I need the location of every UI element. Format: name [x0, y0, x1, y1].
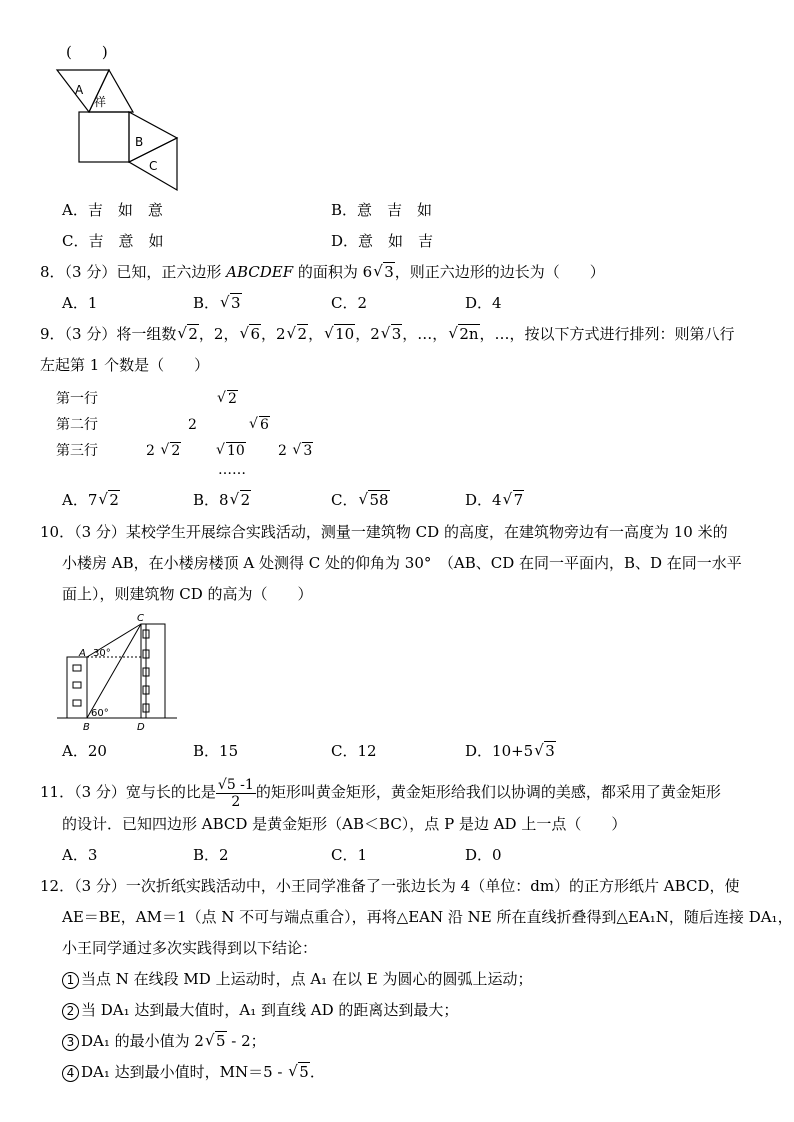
q12-stem-line3: 小王同学通过多次实践得到以下结论： [62, 939, 318, 957]
q9-tri-r3b: √ 10 [215, 441, 246, 461]
q7-label-b: B [135, 135, 144, 149]
q9-stem-line2: 左起第 1 个数是（ ） [40, 356, 210, 374]
q10-label-d: D [137, 722, 145, 733]
q10-option-b[interactable]: B．15 [193, 742, 239, 760]
q10-label-60: 60° [91, 708, 109, 719]
q9-tri-r2b: √ 6 [248, 415, 270, 435]
q9-option-b[interactable]: B．8√ 2 [193, 490, 251, 510]
q12-conclusion-1: 1 当点 N 在线段 MD 上运动时，点 A₁ 在以 E 为圆心的圆弧上运动； [62, 969, 532, 989]
q7-label-c: C [149, 159, 158, 173]
q9-option-a[interactable]: A．7√ 2 [62, 490, 120, 510]
q9-tri-dots: …… [218, 462, 246, 478]
q10-option-d[interactable]: D．10+5√ 3 [465, 741, 556, 761]
q12-stem-line1: 12．（3 分）一次折纸实践活动中，小王同学准备了一张边长为 4（单位：dm）的正方形纸片 ABCD，使 [40, 877, 740, 895]
q10-label-b: B [83, 722, 90, 733]
q11-option-c[interactable]: C．1 [331, 846, 368, 864]
q9-tri-r1: √ 2 [216, 389, 238, 409]
q10-stem-line1: 10．（3 分）某校学生开展综合实践活动，测量一建筑物 CD 的高度，在建筑物旁边有一高度为 10 米的 [40, 523, 728, 541]
q7-option-c[interactable]: C．吉 意 如 [62, 232, 164, 250]
q9-tri-r3a: 2 √ 2 [146, 441, 181, 461]
q7-label-a: A [75, 83, 84, 97]
q10-label-30: 30° [93, 648, 111, 659]
q11-option-b[interactable]: B．2 [193, 846, 229, 864]
q7-option-a[interactable]: A．吉 如 意 [62, 201, 163, 219]
q7-option-b[interactable]: B．意 吉 如 [331, 201, 433, 219]
q11-option-a[interactable]: A．3 [62, 846, 98, 864]
q11-stem-line2: 的设计．已知四边形 ABCD 是黄金矩形（AB＜BC），点 P 是边 AD 上一点（ ） [62, 815, 627, 833]
q12-conclusion-2: 2 当 DA₁ 达到最大值时，A₁ 到直线 AD 的距离达到最大； [62, 1000, 458, 1020]
q9-stem: 9．（3 分）将一组数√ 2，2，√ 6，2√ 2，√ 10，2√ 3，…，√ 2n，…，按以下方式进行排列：则第八行 [40, 324, 735, 344]
q8-option-d[interactable]: D．4 [465, 294, 502, 312]
q7-net-figure [55, 66, 185, 196]
q10-option-c[interactable]: C．12 [331, 742, 377, 760]
q12-stem-line2: AE＝BE，AM＝1（点 N 不可与端点重合），再将△EAN 沿 NE 所在直线折叠得到△EA₁N，随后连接 DA₁， [62, 908, 793, 926]
q10-stem-line3: 面上），则建筑物 CD 的高为（ ） [62, 585, 313, 603]
q8-option-b[interactable]: B．√ 3 [193, 293, 242, 313]
q9-tri-r2a: 2 [188, 417, 197, 433]
q7-label-xiang: 祥 [94, 95, 107, 109]
q11-stem-line1: 11．（3 分）宽与长的比是 $\frac{√5 -1}{2}$ 的矩形叫黄金矩形，黄金矩形给我们以协调的美感，都采用了黄金矩形 [40, 776, 721, 810]
q10-stem-line2: 小楼房 AB，在小楼房楼顶 A 处测得 C 处的仰角为 30° （AB、CD 在同一平面内，B、D 在同一水平 [62, 554, 742, 572]
q10-label-c: C [137, 613, 144, 624]
q9-row-label-2: 第二行 [56, 417, 98, 433]
q10-label-a: A [79, 648, 86, 659]
q8-option-a[interactable]: A．1 [62, 294, 98, 312]
q12-conclusion-4: 4 DA₁ 达到最小值时，MN＝5 - √ 5． [62, 1062, 325, 1082]
q10-option-a[interactable]: A．20 [62, 742, 107, 760]
q9-tri-r3c: 2 √ 3 [278, 441, 313, 461]
q8-option-c[interactable]: C．2 [331, 294, 368, 312]
q10-building-figure [55, 612, 180, 734]
q12-conclusion-3: 3 DA₁ 的最小值为 2√ 5 - 2； [62, 1031, 266, 1051]
q9-row-label-1: 第一行 [56, 391, 98, 407]
q8-stem: 8．（3 分）已知，正六边形 ABCDEF 的面积为 6√ 3，则正六边形的边长为（ ） [40, 262, 605, 282]
q7-paren: ( ) [66, 43, 108, 61]
q11-option-d[interactable]: D．0 [465, 846, 502, 864]
q9-option-c[interactable]: C．√ 58 [331, 490, 390, 510]
q9-row-label-3: 第三行 [56, 443, 98, 459]
q7-option-d[interactable]: D．意 如 吉 [331, 232, 434, 250]
q9-option-d[interactable]: D．4√ 7 [465, 490, 524, 510]
